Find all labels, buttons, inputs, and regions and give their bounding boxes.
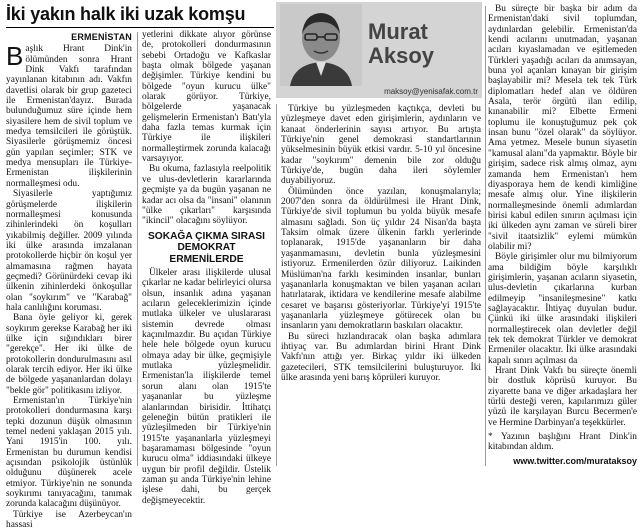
- author-email: maksoy@yenisafak.com.tr: [384, 87, 478, 96]
- subheading: SOKAĞA ÇIKMA SIRASI DEMOKRAT ERMENİLERDE: [148, 230, 265, 265]
- column-divider: [137, 32, 138, 466]
- column-1: [6, 30, 132, 531]
- column-divider: [485, 6, 486, 466]
- paragraph: Türkiye bu yüzleşmeden kaçtıkça, devleti bu yüzleşmeye davet eden girişimlerin, aydınların ve kanaat önderlerinin sayısı artıyor. Bu artışta Türkiye'nin genel demokrasi standartlarının yükselmesinin büyük etkisi vardır. 5-10 yıl öncesine kadar "soykırım" demenin bile zor olduğu Türkiye'de, bugün daha ileri söylemler duyabiliyoruz.: [281, 104, 481, 187]
- paragraph: Bu süreçte bir başka bir adım da Ermenistan'daki sivil toplumdan, aydınlardan gelebilir. Ermenistan'da kendi acılarını unutmadan, yaşanan acıları kıyaslamadan ve eşitlemeden Türkleri yaşadığı acıları da anımsayan, buna yol açanları kınayan bir girişim başlayabilir mi? Mesela tek tek Türk diplomatları hedef alan ve öldüren Asala, terör örgütü ilan edilip, kınanabilir mi? Elbette Ermeni toplumu ile konuştuğumuz pek çok insan bunu "özel olarak" da söylüyor. Ama yetmez. Mesele bunun siyasetin "kamusal alanı"da yapmaktır. Böyle bir girişim, sadece risk almış olmaz, aynı zamanda hem Ermenistan'ı hem diyasporaya hem de kendi kimliğine mesafe almış olur. Yine ilişkilerin normalleşmesinde önemli adımlardan birisi kabul edilen sınırın açılması için iki ülkeden aynı zaman ve süreli birer "sivil itaatsizlik" eylemi mümkün olabilir mi?: [488, 4, 637, 252]
- author-portrait: [280, 4, 362, 86]
- column-4: [488, 4, 637, 468]
- author-box: [276, 2, 482, 98]
- paragraph: Siyasilerle yaptığımız görüşmelerde ilişkilerin normalleşmesi konusunda zihinlerindeki ön koşulları yıkabilmiş değiller. 2009 yılında iki ülke arasında imzalanan protokollerde hiçbir ön koşul yer almamasına rağmen hayata geçmedi? Görünürdeki cevap iki ülkenin zihinlerdeki önkoşullar olan "soykırım" ve "Karabağ" hala canlılığını koruması.: [6, 189, 132, 313]
- author-name: [368, 20, 434, 68]
- paragraph: Bu okuma, fazlasıyla reelpolitik ve ulus-devletlerin kararlarında geçmişte ya da bugün yaşanan ne kadar acı olsa da "insani" olanının "ülke çıkarları" karşısında "ikincil" olacağını söylüyor.: [142, 164, 271, 227]
- paragraph: Ermenistan'ın Türkiye'nin protokolleri dondurmasına karşı tepki dozunun düşük olmasının temel nedeni yaklaşan 2015 yılı. Yani 1915'in 100. yılı. Ermenistan bu durumun kendisi açısından psikolojik üstünlük olduğunu düşünerek acele etmiyor. Türkiye'nin ne sonunda soykırımı tanıyacağını, tanımak zorunda kalacağını düşünüyor.: [6, 396, 132, 510]
- paragraph: yetlerini dikkate alıyor görünse de, protokolleri dondurmasının sebebi Ortadoğu ve Kafkaslar başta olmak bölgede yaşanan değişimler. Türkiye kendini bu bölgede "oyun kurucu ülke" olarak görüyor. Türkiye, bölgelerde yaşanacak gelişmelerin Ermenistan'ı Batı'yla daha fazla temas kurmak için Türkiye ile ilişkileri normalleştirmek zorunda kalacağı varsayıyor.: [142, 30, 271, 165]
- column-divider: [276, 104, 277, 466]
- footnote: * Yazının başlığını Hrant Dink'in kitabından aldım.: [488, 432, 637, 453]
- paragraph: Ülkeler arası ilişkilerde ulusal çıkarlar ne kadar belirleyici olursa olsun, insanlık adına yaşanan acıların geleceklerimizin içinde mutlaka ülkeler ve uluslararası sistemin devrede olması kaçınılmazdır. Bu açıdan Türkiye hele hele bölgede oyun kurucu olmaya aday bir ülke, geçmişiyle mutlaka yüzleşmelidir. Ermenistan'la ilişkilerde temel sorun alanı olan 1915'te yaşananlar bu yüzleşme alanlarından birisidir. İttihatçı geleneğin bütün pratikleri ile yüzleşilmeden bir Türkiye'nin 1915'te yaşananlarla yüzleşmeyi başaramaması bölgesinde "oyun kurucu olma" iddiasındaki ülkeye uygun bir profil değildir. Üstelik zaman şu anda Türkiye'nin lehine işlese dahi, bu gerçek değişmeyecektir.: [142, 268, 271, 506]
- twitter-link[interactable]: www.twitter.com/murataksoy: [513, 455, 637, 466]
- column-3: [281, 104, 481, 468]
- paragraph: Bu süreci hızlandıracak olan başka adımlara ihtiyaç var. Bu adımlardan birini Hrant Dink Vakfı'nın attığı yer. Birkaç yıldır iki ülkeden gazetecileri, STK temsilcilerini buluşturuyor. İki ülke arasında yeni barış köprüleri kuruyor.: [281, 331, 481, 383]
- author-first-name: Murat: [368, 19, 428, 44]
- headline-rule: [6, 27, 274, 28]
- author-last-name: Aksoy: [368, 43, 435, 68]
- paragraph: Bana öyle geliyor ki, gerek soykırım gerekse Karabağ her iki ülke için sığındıkları birer "gerekçe". Her iki ülke de protokollerin dondurulmasını asıl olarak tercih ediyor. Her iki ülke de bölgede yaşananlardan dolayı "bekle gör" politikasını izliyor.: [6, 313, 132, 396]
- paragraph: [6, 41, 132, 189]
- paragraph: Hrant Dink Vakfı bu süreçte önemli bir dostluk köprüsü kuruyor. Bu ziyarette bana ve diğer arkadaşlara her türlü desteği veren, kapılarımızı güler yüzü ile karşılayan Burcu Becermen'e ve Hermine Darbinyan'a teşekkürler.: [488, 366, 637, 428]
- drop-cap: B: [6, 41, 24, 72]
- headline: İki yakın halk iki uzak komşu: [6, 4, 246, 24]
- paragraph: Türkiye ise Azerbeycan'ın hassasi: [6, 509, 132, 531]
- location-dateline: ERMENİSTAN: [71, 32, 132, 42]
- column-2: [142, 30, 271, 506]
- paragraph-text: aşlık Hrant Dink'in ölümünden sonra Hrant Dink Vakfı tarafından yayınlanan kitabının adı. Vakfın davetlisi olarak bir grup gazeteci ile Ermenistan'dayız. Burada bulunduğumuz süre içinde hem siyasilere hem de sivil toplum ve medya temsilcileri ile görüştük. Siyasilerle görüşmemiz öncesi gün yapılan seçimler; STK ve medya mensupları ile Türkiye-Ermenistan ilişkilerinin normalleşmesi odu.: [6, 44, 132, 189]
- paragraph: Böyle girişimler olur mu bilmiyorum ama bildiğim böyle karşılıklı girişimlerin, yaşanan acıların siyasetin, ulus-devletin çıkarlarına kurban edilmeyip "insanileşmesine" katkı sağlayacaktır. İhtiyaç duyulan budur. Çünkü iki ülke arasındaki ilişkileri normalleştirecek olan devletler değil tek tek demokrat Türkler ve demokrat Ermeniler olacaktır. İki ülke arasındaki kapalı sınırı açılması da: [488, 252, 637, 366]
- paragraph: Ölümünden önce yazılan, konuşmalarıyla; 2007'den sonra da öldürülmesi ile Hrant Dink, Türkiye'de sivil toplumun bu yolda büyük mesafe almasını sağladı. Son üç yıldır 24 Nisan'da başta Taksim olmak üzere ülkenin farklı yerlerinde toplanarak, 1915'de yaşananların bir daha yaşanmamasını, devletin bunla yüzleşmesini istiyoruz. Ermenilerden özür diliyoruz. Laikinden Müslüman'na farklı kesiminden insanlar, bunları yaşananlarla konuşmaktan ve bilen yaşanan acıları hatırlatarak, iktidara ve kendilerine mesafe alabilme cesaret ve başarısı gösteriyorlar. Türkiye'yi 1915'te yaşananlarla yüzleşmeye götürecek olan bu insanların yanı demokratların baskıları olacaktır.: [281, 186, 481, 332]
